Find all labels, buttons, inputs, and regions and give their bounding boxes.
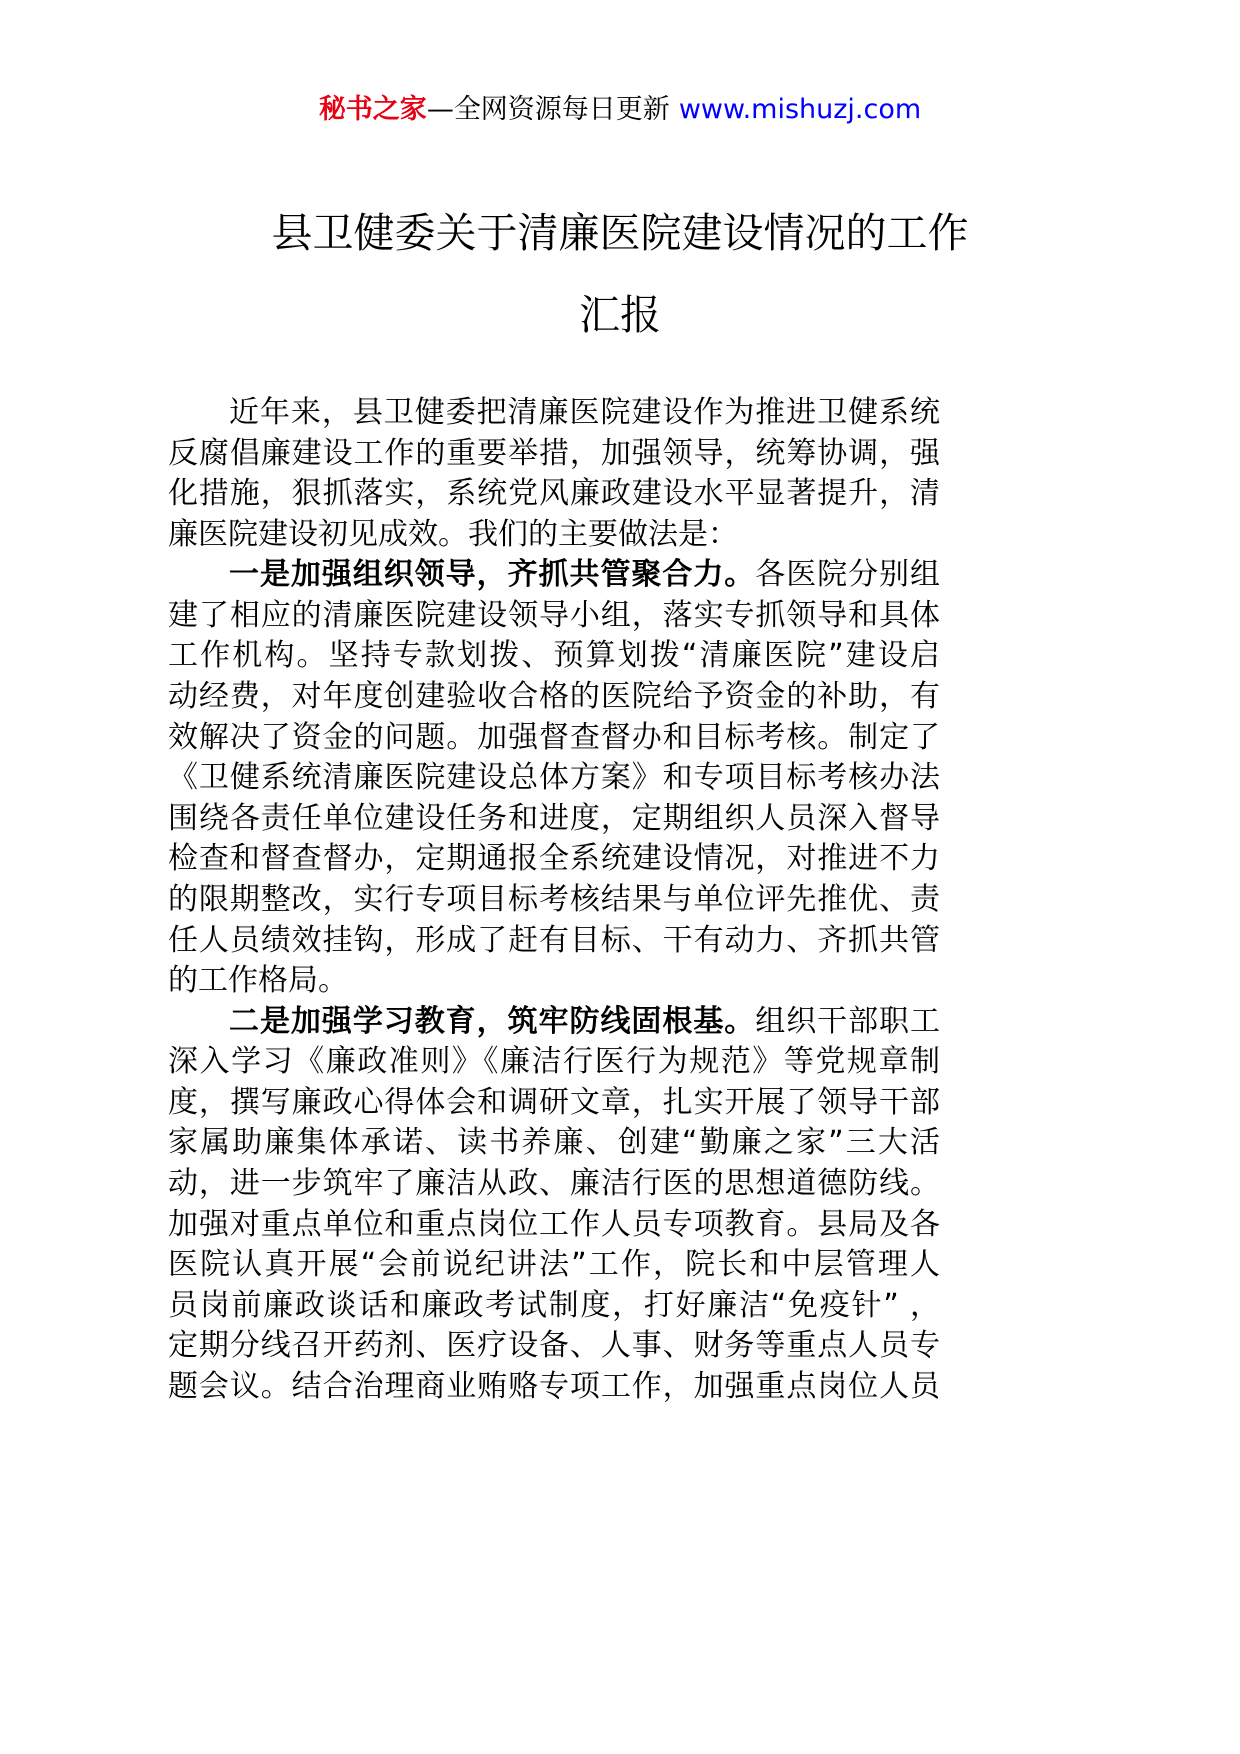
paragraph-line <box>168 434 940 475</box>
paragraph-line <box>168 393 940 434</box>
document-body <box>168 393 940 1407</box>
line-text: 《卫健系统清廉医院建设总体方案》和专项目标考核办法 <box>168 760 940 796</box>
line-text: 围绕各责任单位建设任务和进度，定期组织人员深入督导 <box>168 800 940 836</box>
paragraph-line <box>168 596 940 637</box>
site-tagline: —全网资源每日更新 <box>426 94 670 125</box>
line-text: 员岗前廉政谈话和廉政考试制度，打好廉洁“免疫针” ， <box>168 1287 940 1323</box>
body-paragraph <box>168 393 940 555</box>
line-text: 廉医院建设初见成效。我们的主要做法是： <box>168 516 738 552</box>
paragraph-line <box>168 1002 940 1043</box>
paragraph-line <box>168 515 940 556</box>
paragraph-line <box>168 1083 940 1124</box>
line-text: 度，撰写廉政心得体会和调研文章，扎实开展了领导干部 <box>168 1084 940 1120</box>
paragraph-line <box>168 961 940 1002</box>
paragraph-line <box>168 1286 940 1327</box>
line-text: 的限期整改，实行专项目标考核结果与单位评先推优、责 <box>168 881 940 917</box>
line-text: 家属助廉集体承诺、读书养廉、创建“勤廉之家”三大活 <box>168 1125 940 1161</box>
paragraph-line <box>168 474 940 515</box>
line-text: 组织干部职工 <box>755 1003 941 1039</box>
line-text: 医院认真开展“会前说纪讲法”工作，院长和中层管理人 <box>168 1247 940 1283</box>
paragraph-line <box>168 718 940 759</box>
paragraph-line <box>168 1205 940 1246</box>
site-url: www.mishuzj.com <box>678 94 922 125</box>
paragraph-line <box>168 555 940 596</box>
paragraph-line <box>168 1123 940 1164</box>
site-header <box>0 90 1240 130</box>
paragraph-line <box>168 677 940 718</box>
paragraph-lead: 二是加强学习教育，筑牢防线固根基。 <box>229 1003 756 1039</box>
line-text: 定期分线召开药剂、医疗设备、人事、财务等重点人员专 <box>168 1328 940 1364</box>
paragraph-line <box>168 758 940 799</box>
paragraph-line <box>168 636 940 677</box>
paragraph-line <box>168 1042 940 1083</box>
line-text: 深入学习《廉政准则》《廉洁行医行为规范》等党规章制 <box>168 1044 940 1080</box>
line-text: 的工作格局。 <box>168 963 348 999</box>
line-text: 加强对重点单位和重点岗位工作人员专项教育。县局及各 <box>168 1206 940 1242</box>
line-text: 化措施，狠抓落实，系统党风廉政建设水平显著提升，清 <box>168 476 940 512</box>
line-text: 题会议。结合治理商业贿赂专项工作，加强重点岗位人员 <box>168 1368 940 1404</box>
line-text: 建了相应的清廉医院建设领导小组，落实专抓领导和具体 <box>168 597 940 633</box>
line-text: 检查和督查督办，定期通报全系统建设情况，对推进不力 <box>168 841 940 877</box>
line-text: 动，进一步筑牢了廉洁从政、廉洁行医的思想道德防线。 <box>168 1165 940 1201</box>
paragraph-line <box>168 799 940 840</box>
body-paragraph <box>168 1002 940 1408</box>
paragraph-lead: 一是加强组织领导，齐抓共管聚合力。 <box>229 557 756 593</box>
line-text: 各医院分别组 <box>755 557 941 593</box>
body-paragraph <box>168 555 940 1001</box>
paragraph-line <box>168 921 940 962</box>
line-text: 反腐倡廉建设工作的重要举措，加强领导，统筹协调，强 <box>168 435 940 471</box>
paragraph-line <box>168 1367 940 1408</box>
site-brand: 秘书之家 <box>318 94 427 125</box>
paragraph-line <box>168 1326 940 1367</box>
paragraph-line <box>168 839 940 880</box>
title-line-2: 汇报 <box>579 291 661 339</box>
line-text: 任人员绩效挂钩，形成了赶有目标、干有动力、齐抓共管 <box>168 922 940 958</box>
paragraph-line <box>168 880 940 921</box>
paragraph-line <box>168 1164 940 1205</box>
line-text: 效解决了资金的问题。加强督查督办和目标考核。制定了 <box>168 719 940 755</box>
line-text: 动经费，对年度创建验收合格的医院给予资金的补助，有 <box>168 679 940 715</box>
line-text: 近年来，县卫健委把清廉医院建设作为推进卫健系统 <box>229 395 940 430</box>
title-line-1: 县卫健委关于清廉医院建设情况的工作 <box>271 209 969 257</box>
document-title <box>0 192 1240 356</box>
paragraph-line <box>168 1245 940 1286</box>
line-text: 工作机构。坚持专款划拨、预算划拨“清廉医院”建设启 <box>168 638 940 674</box>
